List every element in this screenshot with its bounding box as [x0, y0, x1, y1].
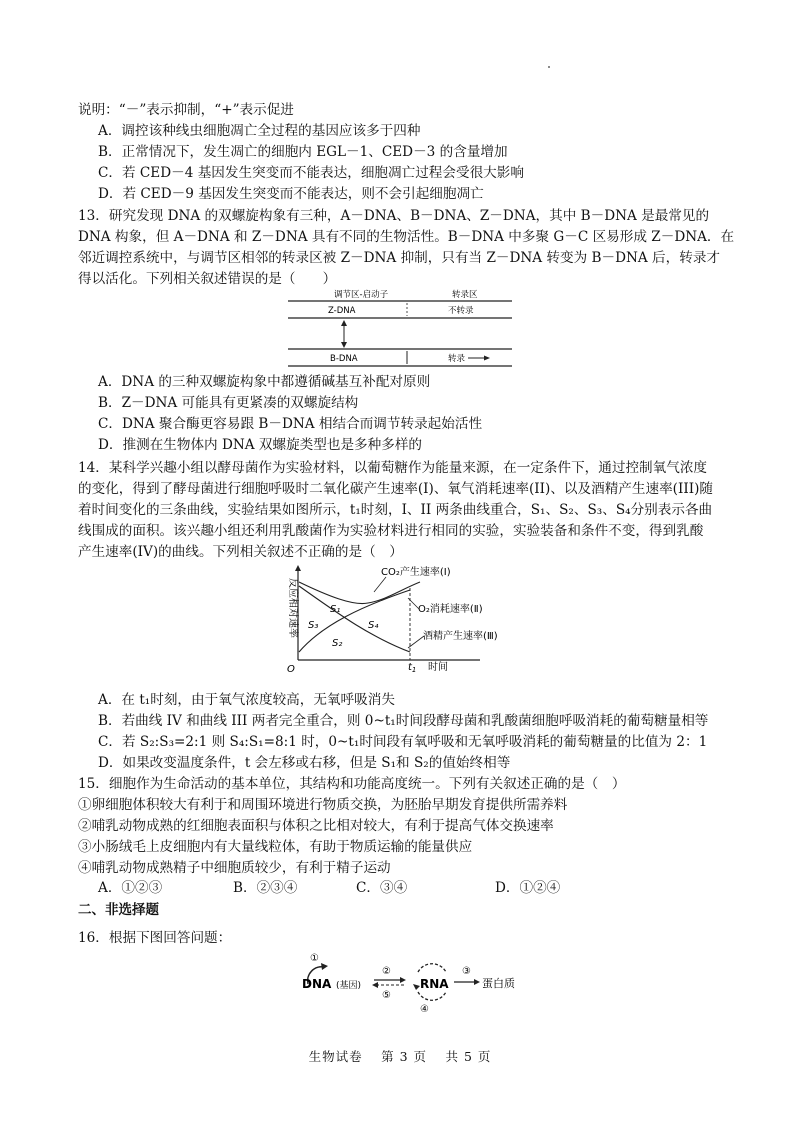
transcription-region-label: 转录区 [452, 290, 478, 300]
q14-option-c: C．若 S₂:S₃=2:1 则 S₄:S₁=8:1 时，0~t₁时间段有氧呼吸和无氧呼吸消耗的葡萄糖量的比值为 2：1 [98, 734, 708, 750]
alcohol-label-leader [408, 636, 424, 648]
q15-statement-4: ④哺乳动物成熟精子中细胞质较少，有利于精子运动 [78, 860, 391, 876]
q15-statement-3: ③小肠绒毛上皮细胞内有大量线粒体，有助于物质运输的能量供应 [78, 839, 473, 855]
gene-label: (基因) [336, 981, 362, 991]
q14-option-d: D．如果改变温度条件，t 会左移或右移，但是 S₁和 S₂的值始终相等 [98, 755, 511, 771]
q13-option-b: B．Z－DNA 可能具有更紧凑的双螺旋结构 [98, 395, 359, 411]
area-s3-label: S₃ [308, 620, 319, 631]
scan-speck [548, 66, 550, 68]
step-4-label: ④ [420, 1004, 429, 1015]
q14-stem-4: 线围成的面积。该兴趣小组还利用乳酸菌作为实验材料进行相同的实验，实验装备和条件不变，得到乳酸 [78, 523, 704, 539]
figure-legend-note: 说明：“－”表示抑制，“+”表示促进 [78, 102, 294, 118]
q15-choice-a: A．①②③ [98, 880, 163, 896]
zdna-bdna-diagram [280, 286, 520, 370]
q15-statement-2: ②哺乳动物成熟的红细胞表面积与体积之比相对较大，有利于提高气体交换速率 [78, 818, 554, 834]
x-axis-label: 时间 [428, 662, 448, 673]
area-s2-label: S₂ [332, 638, 343, 649]
q14-option-b: B．若曲线 IV 和曲线 III 两者完全重合，则 0~t₁时间段酵母菌和乳酸菌细胞呼吸消耗的葡萄糖量相等 [98, 713, 709, 729]
q14-stem-2: 的变化，得到了酵母菌进行细胞呼吸时二氧化碳产生速率(I)、氧气消耗速率(II)、以及酒精产生速率(III)随 [78, 481, 713, 497]
q13-stem-2: DNA 构象，但 A－DNA 和 Z－DNA 具有不同的生物活性。B－DNA 中多聚 G－C 区易形成 Z－DNA．在 [78, 229, 735, 245]
zdna-label: Z-DNA [328, 306, 356, 316]
arrow-right-icon [484, 356, 490, 361]
co2-label-leader [374, 577, 386, 592]
y-axis-label: 反应相对速率 [287, 578, 298, 638]
rna-replication-arc-top [418, 964, 446, 972]
q14-stem-3: 着时间变化的三条曲线，实验结果如图所示，t₁时刻，I、II 两条曲线重合，S₁、S₂、S₃、S₄分别表示各曲 [78, 502, 713, 518]
area-s1-label: S₁ [330, 604, 341, 615]
replication-arrow-icon [321, 963, 328, 970]
q13-option-a: A．DNA 的三种双螺旋构象中都遵循碱基互补配对原则 [98, 374, 431, 390]
co2-curve-label: CO₂产生速率(Ⅰ) [381, 567, 451, 578]
q13-stem-3: 邻近调控系统中，与调节区相邻的转录区被 Z－DNA 抑制，只有当 Z－DNA 转变为 B－DNA 后，转录才 [78, 250, 721, 266]
central-dogma-diagram [284, 950, 536, 1016]
bdna-label: B-DNA [330, 354, 358, 364]
no-transcription-label: 不转录 [448, 306, 474, 316]
step-5-label: ⑤ [382, 990, 391, 1001]
q15-choices [98, 878, 698, 899]
section-title: 二、非选择题 [78, 902, 159, 918]
q13-option-c: C．DNA 聚合酶更容易跟 B－DNA 相结合而调节转录起始活性 [98, 416, 483, 432]
q15-choice-d: D．①②④ [495, 880, 561, 896]
step-1-label: ① [310, 953, 319, 964]
regulatory-region-label: 调节区-启动子 [334, 290, 389, 300]
footer-page-number: 第 3 页 [381, 1049, 427, 1064]
q14-stem-5: 产生速率(IV)的曲线。下列相关叙述不正确的是（ ） [78, 544, 403, 560]
protein-label: 蛋白质 [482, 977, 515, 990]
arrow-head-down-icon [341, 342, 347, 348]
o2-curve-label: O₂消耗速率(Ⅱ) [418, 604, 483, 615]
transcription-arrow-icon [400, 977, 406, 983]
footer-total-pages: 共 5 页 [445, 1049, 492, 1064]
q12-option-a: A．调控该种线虫细胞凋亡全过程的基因应该多于四种 [98, 123, 421, 139]
q14-stem-1: 14．某科学兴趣小组以酵母菌作为实验材料，以葡萄糖作为能量来源，在一定条件下，通过控制氧气浓度 [78, 460, 708, 476]
y-axis-arrow-icon [295, 565, 301, 571]
q12-option-c: C．若 CED－4 基因发生突变而不能表达，细胞凋亡过程会受很大影响 [98, 165, 524, 181]
step-2-label: ② [382, 966, 391, 977]
transcription-label: 转录 [448, 354, 466, 364]
q12-option-b: B．正常情况下，发生凋亡的细胞内 EGL－1、CED－3 的含量增加 [98, 144, 508, 160]
footer-subject: 生物试卷 [308, 1049, 363, 1064]
q13-option-d: D．推测在生物体内 DNA 双螺旋类型也是多种多样的 [98, 437, 423, 453]
arrow-head-up-icon [341, 320, 347, 326]
rna-replication-arrow-icon [413, 984, 420, 990]
dna-label: DNA [302, 977, 332, 991]
q15-choice-c: C．③④ [356, 880, 408, 896]
t1-label: $t_1$ [408, 662, 417, 674]
translation-arrow-icon [474, 979, 480, 985]
q14-option-a: A．在 t₁时刻，由于氧气浓度较高，无氧呼吸消失 [98, 692, 395, 708]
alcohol-curve-label: 酒精产生速率(Ⅲ) [423, 631, 498, 642]
reverse-arrow-icon [372, 982, 378, 988]
q13-stem-4: 得以活化。下列相关叙述错误的是（ ） [78, 271, 337, 287]
q12-option-d: D．若 CED－9 基因发生突变而不能表达，则不会引起细胞凋亡 [98, 186, 484, 202]
q16-stem: 16．根据下图回答问题： [78, 930, 232, 946]
q13-stem-1: 13．研究发现 DNA 的双螺旋构象有三种，A－DNA、B－DNA、Z－DNA，其中 B－DNA 是最常见的 [78, 208, 710, 224]
q15-stem: 15．细胞作为生命活动的基本单位，其结构和功能高度统一。下列有关叙述正确的是（ ） [78, 776, 626, 792]
rna-label: RNA [420, 977, 449, 991]
origin-label: O [287, 664, 295, 674]
area-s4-label: S₄ [368, 620, 379, 631]
page-footer [0, 1047, 800, 1065]
rna-replication-arc-bottom [418, 992, 446, 1000]
q15-statement-1: ①卵细胞体积较大有利于和周围环境进行物质交换，为胚胎早期发育提供所需养料 [78, 797, 568, 813]
respiration-rate-graph [268, 562, 518, 674]
step-3-label: ③ [462, 966, 471, 977]
q15-choice-b: B．②③④ [233, 880, 298, 896]
